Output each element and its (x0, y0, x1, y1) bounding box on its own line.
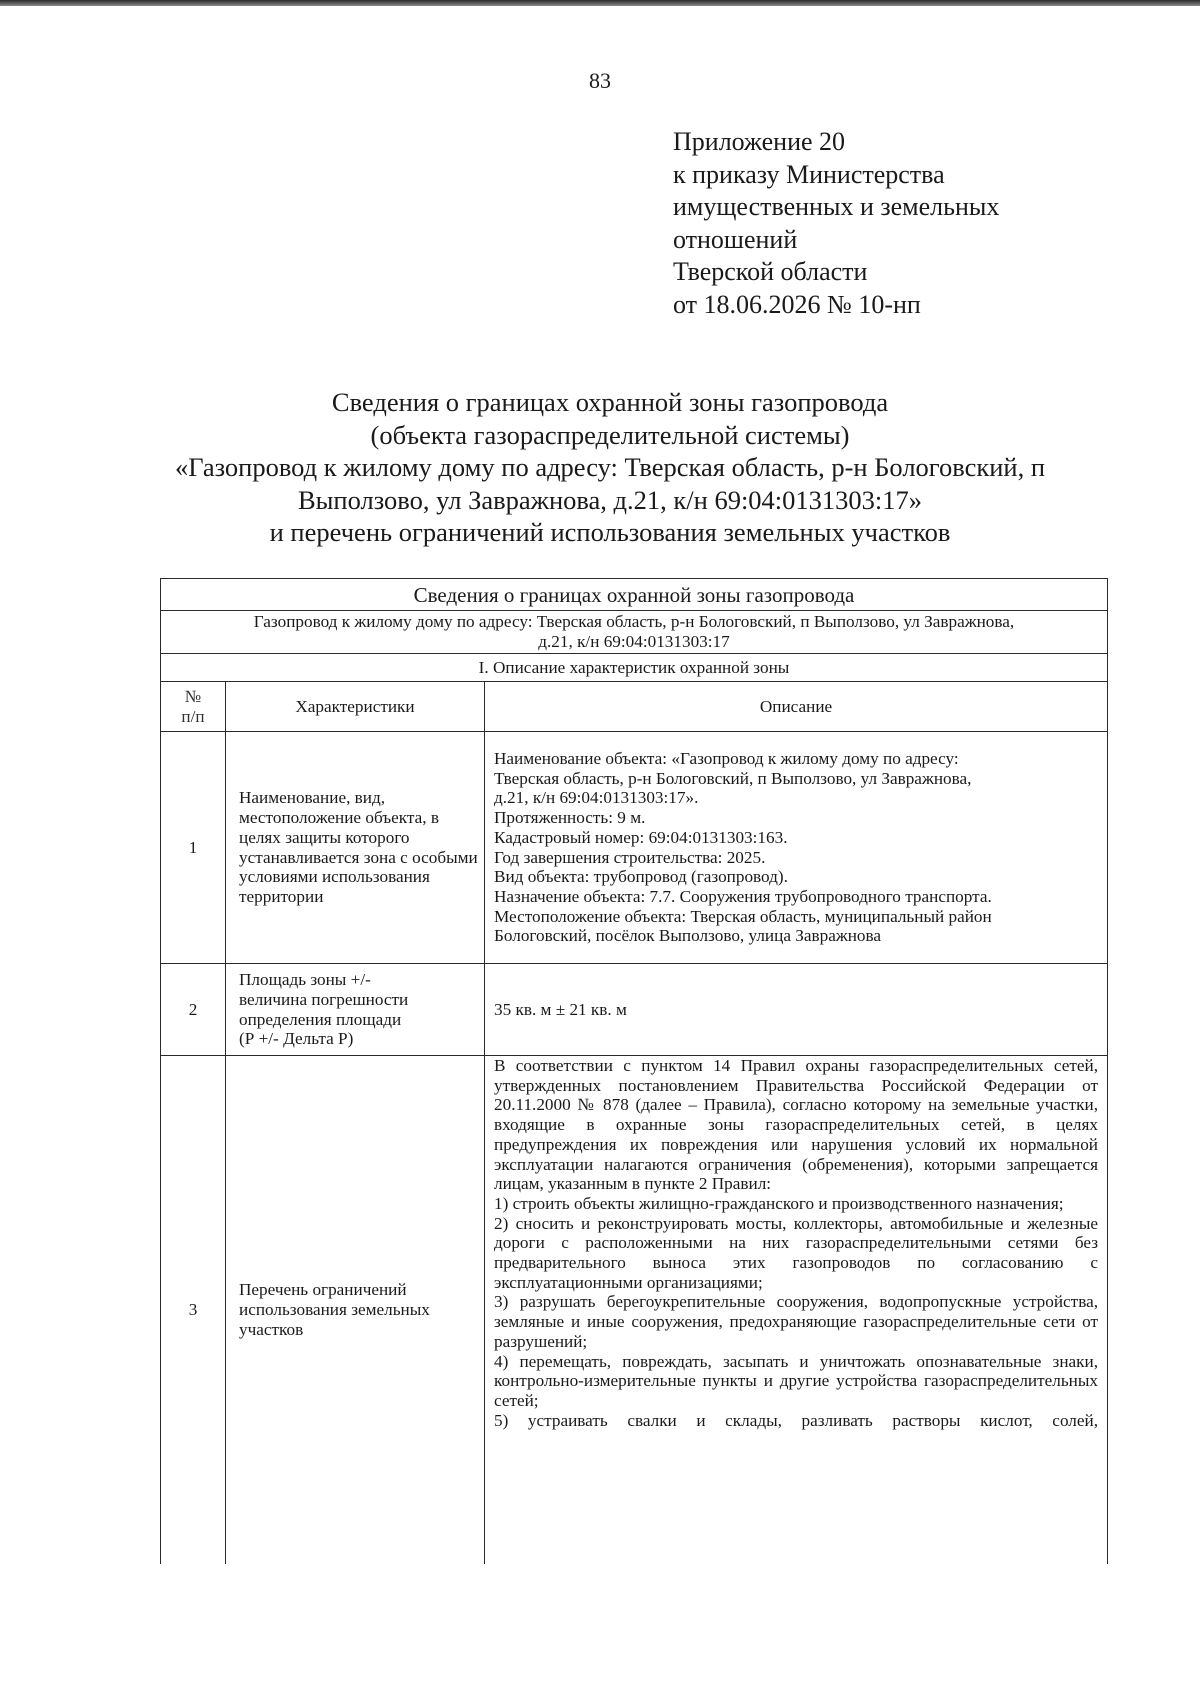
row-number: 1 (161, 732, 226, 964)
appendix-line: Тверской области (673, 257, 868, 286)
description-line: Тверская область, р-н Бологовский, п Выползово, ул Завражнова, (494, 768, 972, 788)
restriction-item: 3) разрушать берегоукрепительные сооружения, водопропускные устройства, земляные и иные сооружения, предохраняющие газораспределительные сети от разрушений; (494, 1292, 1099, 1351)
description-line: Назначение объекта: 7.7. Сооружения трубопроводного транспорта. (494, 886, 992, 906)
description-line: Вид объекта: трубопровод (газопровод). (494, 867, 788, 887)
description-line: Местоположение объекта: Тверская область, муниципальный район (494, 906, 992, 926)
characteristic-line: определения площади (239, 1009, 402, 1029)
section-heading: I. Описание характеристик охранной зоны (161, 654, 1108, 682)
restriction-item: 5) устраивать свалки и склады, разливать растворы кислот, солей, (494, 1410, 1099, 1430)
row-characteristic: Перечень ограничений использования земельных участков (226, 1056, 485, 1564)
appendix-line: к приказу Министерства (673, 159, 945, 189)
characteristic-line: Площадь зоны +/- (239, 970, 371, 990)
scan-top-edge (0, 0, 1200, 6)
title-line: (объекта газораспределительной системы) (370, 419, 850, 450)
characteristic-line: величина погрешности (239, 989, 409, 1009)
row-number: 2 (161, 964, 226, 1056)
restriction-item: 4) перемещать, повреждать, засыпать и уничтожать опознавательные знаки, контрольно-измерительные пункты и другие устройства газораспределительных сетей; (494, 1351, 1099, 1410)
title-line: «Газопровод к жилому дому по адресу: Тверская область, р-н Бологовский, п (174, 452, 1046, 482)
table-header: Сведения о границах охранной зоны газопровода (161, 579, 1108, 611)
col-header-number-abbrev: п/п (181, 706, 205, 726)
object-name-cell (161, 611, 1108, 654)
table-row (161, 964, 1108, 1056)
row-description (485, 732, 1108, 964)
row-description (485, 1056, 1108, 1564)
restrictions-intro: В соответствии с пунктом 14 Правил охраны газораспределительных сетей, утвержденных постановлением Правительства Российской Федерации от 20.11.2000 № 878 (далее – Правила), согласно которому на земельные участки, входящие в охранные зоны газораспределительных сетей, в целях предупреждения их повреждения или нарушения условий их нормальной эксплуатации налагаются ограничения (обременения), которыми запрещается лицам, указанным в пункте 2 Правил: (494, 1056, 1099, 1194)
characteristic-line: (Р +/- Дельта Р) (239, 1029, 354, 1049)
column-header-row (161, 682, 1108, 732)
col-header-number-symbol: № (184, 686, 202, 706)
col-header-description: Описание (485, 682, 1108, 732)
description-line: Наименование объекта: «Газопровод к жилому дому по адресу: (494, 748, 959, 768)
row-description: 35 кв. м ± 21 кв. м (485, 964, 1108, 1056)
row-number: 3 (161, 1056, 226, 1564)
table-row (161, 1056, 1108, 1564)
appendix-line: Приложение 20 (673, 127, 846, 156)
description-line: Протяженность: 9 м. (494, 808, 646, 828)
title-line: Сведения о границах охранной зоны газопровода (331, 387, 889, 417)
row-characteristic: Наименование, вид, местоположение объекта, в целях защиты которого устанавливается зона с особыми условиями использования территории (226, 732, 485, 964)
appendix-line: от 18.06.2026 № 10-нп (673, 289, 921, 319)
description-line: Кадастровый номер: 69:04:0131303:163. (494, 827, 788, 847)
document-title (140, 386, 1080, 549)
object-name-line: Газопровод к жилому дому по адресу: Тверская область, р-н Бологовский, п Выползово, ул Завражнова, (253, 612, 1015, 632)
appendix-line: имущественных и земельных (673, 192, 1000, 221)
col-header-number (161, 682, 226, 732)
description-line: д.21, к/н 69:04:0131303:17». (494, 788, 699, 808)
row-characteristic (226, 964, 485, 1056)
description-line: Бологовский, посёлок Выползово, улица Завражнова (494, 926, 882, 946)
title-line: и перечень ограничений использования земельных участков (269, 517, 951, 547)
description-line: Год завершения строительства: 2025. (494, 847, 766, 867)
zone-table (160, 578, 1108, 1564)
page-number: 83 (589, 68, 611, 93)
appendix-line: отношений (673, 224, 798, 254)
appendix-block (673, 126, 999, 321)
table-row (161, 732, 1108, 964)
title-line: Выползово, ул Завражнова, д.21, к/н 69:04:0131303:17» (297, 484, 923, 515)
restriction-item: 2) сносить и реконструировать мосты, коллекторы, автомобильные и железные дороги с расположенными на них газораспределительными сетями без предварительного выноса этих газопроводов по согласованию с эксплуатационными организациями; (494, 1213, 1099, 1292)
col-header-characteristics: Характеристики (226, 682, 485, 732)
restriction-item: 1) строить объекты жилищно-гражданского и производственного назначения; (494, 1193, 1064, 1213)
object-name-line: д.21, к/н 69:04:0131303:17 (538, 632, 730, 651)
